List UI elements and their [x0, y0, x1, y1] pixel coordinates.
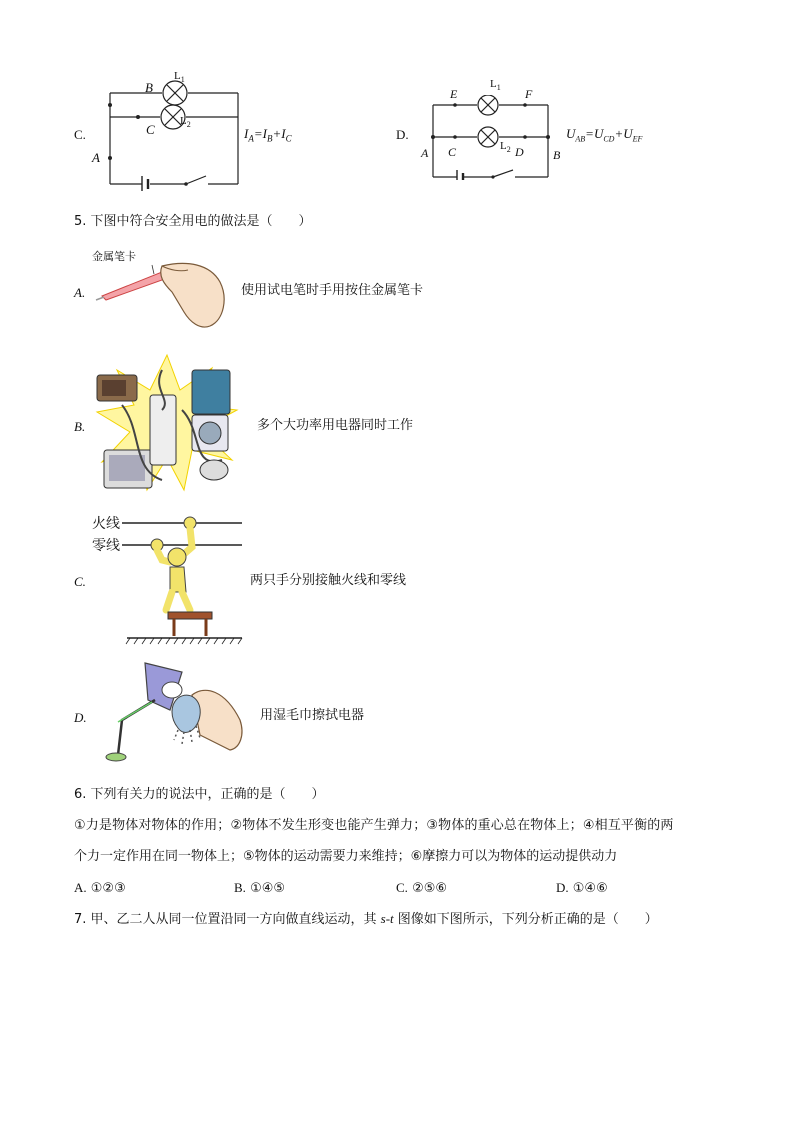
option-a-text: 使用试电笔时手用按住金属笔卡 — [241, 283, 424, 298]
node-b-label: B — [145, 80, 153, 95]
node-c-label: C — [448, 145, 457, 159]
live-wire-label: 火线 — [92, 516, 120, 532]
node-d-label: D — [515, 145, 524, 159]
option-c-text: 两只手分别接触火线和零线 — [250, 573, 407, 588]
callout-metal-clip: 金属笔卡 — [92, 250, 136, 263]
option-d-label: D. — [396, 127, 409, 142]
q6-choice-b[interactable]: B. ①④⑤ — [234, 880, 286, 896]
equation-current: $I_A=I_B+I_C$ — [244, 126, 292, 144]
option-b-label: B. — [74, 419, 86, 434]
option-c-label-q5: C. — [74, 574, 86, 589]
q6-choice-c[interactable]: C. ②⑤⑥ — [396, 880, 448, 896]
node-c-label: C — [146, 122, 155, 137]
option-b-text: 多个大功率用电器同时工作 — [257, 418, 414, 433]
node-b-label: B — [553, 148, 561, 162]
person-touching-wires-illustration — [122, 512, 247, 647]
node-e-label: E — [450, 87, 458, 101]
lamp-l2-label: $L_2$ — [180, 115, 191, 130]
q6-choice-d[interactable]: D. ①④⑥ — [556, 880, 608, 896]
overloaded-socket-illustration — [92, 350, 242, 495]
q6-stem: 6. 下列有关力的说法中，正确的是（ ） — [74, 787, 325, 802]
lamp-l2-label: $L_2$ — [500, 140, 511, 155]
lamp-l1-label: $L_1$ — [174, 70, 185, 85]
test-pen-illustration — [92, 262, 232, 332]
wet-towel-lamp-illustration — [100, 660, 250, 770]
equation-voltage: $U_{AB}=U_{CD}+U_{EF}$ — [566, 126, 643, 144]
q7-stem: 7. 甲、乙二人从同一位置沿同一方向做直线运动，其 s-t 图像如下图所示，下列分析正确的是（ ） — [74, 911, 658, 927]
option-c-label: C. — [74, 127, 86, 142]
option-d-text: 用湿毛巾擦拭电器 — [260, 708, 365, 723]
q6-statements-line1: ①力是物体对物体的作用；②物体不发生形变也能产生弹力；③物体的重心总在物体上；④相互平衡的两 — [74, 818, 674, 833]
option-d-label-q5: D. — [74, 710, 87, 725]
q6-choice-a[interactable]: A. ①②③ — [74, 880, 126, 896]
node-f-label: F — [525, 87, 533, 101]
circuit-diagram-d — [425, 95, 560, 180]
q6-statements-line2: 个力一定作用在同一物体上；⑤物体的运动需要力来维持；⑥摩擦力可以为物体的运动提供动力 — [74, 849, 618, 864]
node-a-label: A — [92, 150, 100, 165]
neutral-wire-label: 零线 — [92, 538, 120, 554]
option-a-label: A. — [74, 285, 86, 300]
node-a-label: A — [421, 146, 429, 160]
lamp-l1-label: $L_1$ — [490, 78, 501, 93]
q5-stem: 5. 下图中符合安全用电的做法是（ ） — [74, 214, 312, 229]
